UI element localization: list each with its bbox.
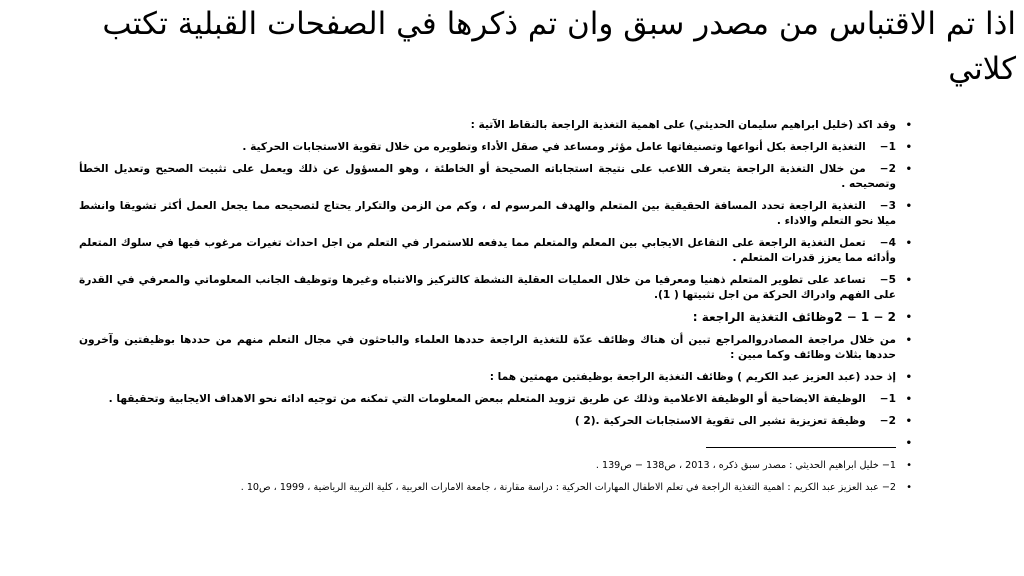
section-heading: 2 − 1 − 2وظائف التغذية الراجعة : [692, 310, 896, 324]
footnote [79, 480, 914, 495]
item-number: 2− [879, 163, 896, 175]
item-number: 3− [879, 200, 896, 212]
paragraph-text: تعمل التغذية الراجعة على التفاعل الايجابي بين المعلم والمتعلم مما يدفعه للاستمرار في التعلم من اجل احداث تغيرات مرغوب فيها في سلوك المتعلم وأدائه مما يعزز قدرات المتعلم . [79, 237, 896, 264]
list-item [79, 140, 914, 155]
bullet-icon: • [905, 335, 912, 346]
bullet-icon: • [906, 460, 912, 471]
paragraph-text: وظيفة تعزيزية تشير الى تقوية الاستجابات الحركية .(2 ) [574, 415, 866, 427]
bullet-icon: • [905, 120, 912, 131]
item-number: 4− [879, 237, 896, 249]
list-item [79, 414, 914, 429]
bullet-icon: • [905, 201, 912, 212]
list-item [79, 273, 914, 303]
bullet-icon: • [905, 438, 912, 449]
paragraph-text: إذ حدد (عبد العزيز عبد الكريم ) وظائف التغذية الراجعة بوظيفتين مهمتين هما : [489, 371, 896, 383]
paragraph-text: تساعد على تطوير المتعلم ذهنيا ومعرفيا من خلال العمليات العقلية النشطة كالتركيز والانتباه وغيرها وتوظيف الجانب المعلوماتي والمعرفي في القدرة على الفهم وادراك الحركة من اجل تثبيتها ( 1). [79, 274, 896, 301]
paragraph-text: التغذية الراجعة بكل أنواعها وتصنيفاتها عامل مؤثر ومساعد في صقل الأداء وتطويره من خلال تقوية الاستجابات الحركية . [242, 141, 866, 153]
slide-title: اذا تم الاقتباس من مصدر سبق وان تم ذكرها في الصفحات القبلية تكتب كلاتي [102, 6, 1016, 87]
list-item [79, 236, 914, 266]
list-item [79, 370, 914, 385]
paragraph-text: من خلال مراجعة المصادروالمراجع تبين أن هناك وظائف عدّة للتغذية الراجعة حددها العلماء والباحثون في مجال التعلم منهم من حددها بوظيفتين وآخرون حددها بثلاث وظائف وكما مبين : [79, 334, 896, 361]
bullet-icon: • [906, 482, 912, 493]
bullet-icon: • [905, 416, 912, 427]
footnote-text: 1− خليل ابراهيم الحديثي : مصدر سبق ذكره ، 2013 ، ص138 − ص139 . [595, 460, 896, 471]
bullet-icon: • [905, 312, 912, 323]
bullet-icon: • [905, 164, 912, 175]
list-item [79, 310, 914, 326]
footnote-text: 2− عبد العزيز عبد الكريم : اهمية التغذية الراجعة في تعلم الاطفال المهارات الحركية : دراسة مقارنة ، جامعة الامارات العربية ، كلية التربية الرياضية ، 1999 ، ص10 . [240, 482, 896, 493]
bullet-icon: • [905, 238, 912, 249]
list-item [79, 118, 914, 133]
paragraph-text: من خلال التغذية الراجعة يتعرف اللاعب على نتيجة استجاباته الصحيحة أو الخاطئة ، وهو المسؤول عن ذلك ويعمل على تثبيت الصحيح وتعديل الخطأ وتصحيحه . [79, 163, 896, 190]
item-number: 2− [879, 415, 896, 427]
item-number: 5− [879, 274, 896, 286]
list-item [79, 162, 914, 192]
paragraph-text: وقد اكد (خليل ابراهيم سليمان الحديثي) على اهمية التغذية الراجعة بالنقاط الآتية : [470, 119, 896, 131]
footnote [79, 458, 914, 473]
footnote-separator [706, 438, 896, 448]
list-item [79, 333, 914, 363]
bullet-icon: • [905, 142, 912, 153]
paragraph-text: التغذية الراجعة تحدد المسافة الحقيقية بين المتعلم والهدف المرسوم له ، وكم من الزمن والتكرار يحتاج لتصحيحه مما يجعل العمل أكثر تشويقا وانشط ميلا نحو التعلم والاداء . [79, 200, 896, 227]
item-number: 1− [879, 141, 896, 153]
bullet-icon: • [905, 275, 912, 286]
bullet-icon: • [905, 394, 912, 405]
paragraph-text: الوظيفة الايضاحية أو الوظيفة الاعلامية وذلك عن طريق تزويد المتعلم ببعض المعلومات التي تمكنه من توجيه ادائه نحو الاهداف الايجابية وتحقيقها . [108, 393, 866, 405]
bullet-icon: • [905, 372, 912, 383]
separator-item [79, 436, 914, 451]
list-item [79, 392, 914, 407]
slide-body [79, 118, 914, 502]
list-item [79, 199, 914, 229]
item-number: 1− [879, 393, 896, 405]
